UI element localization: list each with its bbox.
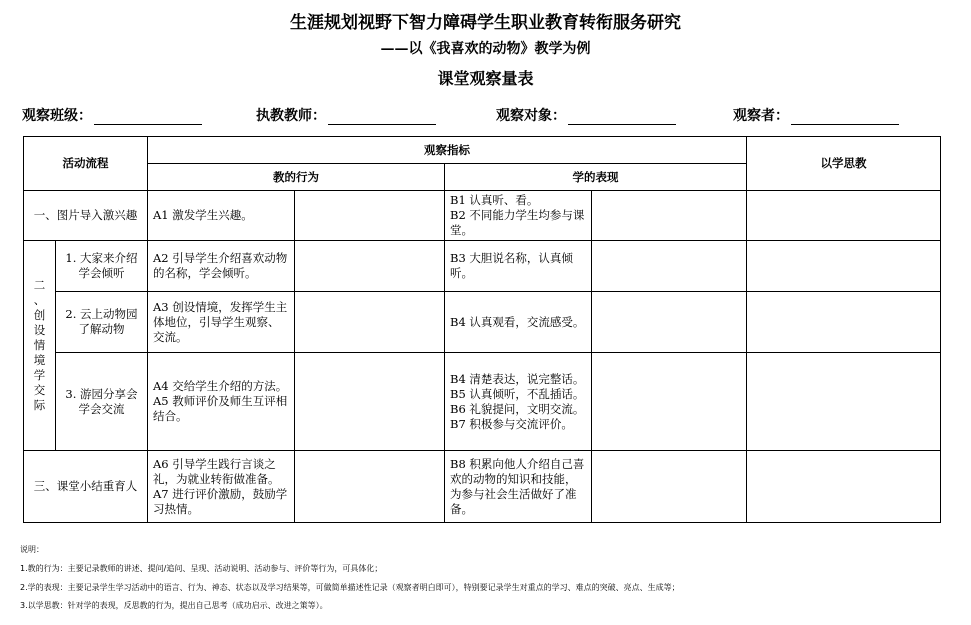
teach-note-cell[interactable] <box>295 241 445 292</box>
learn-note-cell[interactable] <box>592 191 747 241</box>
teacher-field[interactable] <box>328 110 436 125</box>
document-title: 生涯规划视野下智力障碍学生职业教育转衔服务研究 <box>290 13 681 33</box>
class-label: 观察班级： <box>22 108 92 124</box>
notes-heading: 说明： <box>20 545 44 554</box>
header-reflect: 以学思教 <box>747 137 941 191</box>
teach-cell <box>148 292 295 353</box>
teach-note-cell[interactable] <box>295 451 445 523</box>
info-class <box>22 105 202 125</box>
teach-cell <box>148 451 295 523</box>
teacher-label: 执教教师： <box>256 108 326 124</box>
learn-cell <box>445 241 592 292</box>
teach-item: A4 交给学生介绍的方法。 <box>153 379 288 393</box>
note-reflect: 3.以学思教：针对学的表现，反思教的行为，提出自己思考（成功启示、改进之策等）。 <box>20 601 328 610</box>
learn-cell <box>445 451 592 523</box>
observer-field[interactable] <box>791 110 899 125</box>
activity-cell: 1. 大家来介绍学会倾听 <box>56 241 148 292</box>
teach-item: A7 进行评价激励，鼓励学习热情。 <box>153 486 288 516</box>
teach-note-cell[interactable] <box>295 353 445 451</box>
note-learn: 2.学的表现：主要记录学生学习活动中的语言、行为、神态、状态以及学习结果等，可做简单描述性记录（观察者明白即可），特别要记录学生对重点的学习、难点的突破、亮点、生成等； <box>20 583 680 592</box>
learn-item: B8 积累向他人介绍自己喜欢的动物的知识和技能，为参与社会生活做好了准备。 <box>450 456 585 516</box>
learn-item: B1 认真听、看。 <box>450 193 539 207</box>
teach-item: A6 引导学生践行言谈之礼，为就业转衔做准备。 <box>153 456 280 486</box>
target-field[interactable] <box>568 110 676 125</box>
teach-item: A2 引导学生介绍喜欢动物的名称，学会倾听。 <box>153 251 288 280</box>
teach-item: A5 教师评价及师生互评相结合。 <box>153 394 288 423</box>
learn-item: B7 积极参与交流评价。 <box>450 416 573 431</box>
learn-item: B3 大胆说名称，认真倾听。 <box>450 251 573 280</box>
table-row <box>24 241 941 292</box>
activity-cell: 2. 云上动物园了解动物 <box>56 292 148 353</box>
teach-cell <box>148 353 295 451</box>
note-teach: 1.教的行为：主要记录教师的讲述、提问/追问、呈现、活动说明、活动参与、评价等行为，可具体化； <box>20 564 383 573</box>
reflect-cell[interactable] <box>747 353 941 451</box>
learn-note-cell[interactable] <box>592 353 747 451</box>
info-teacher <box>256 105 436 125</box>
table-row <box>24 191 941 241</box>
learn-cell <box>445 191 592 241</box>
learn-item: B5 认真倾听，不乱插话。 <box>450 386 585 401</box>
observer-label: 观察者： <box>733 108 789 124</box>
info-observer <box>733 105 899 125</box>
table-row <box>24 292 941 353</box>
class-field[interactable] <box>94 110 202 125</box>
learn-item: B4 认真观看，交流感受。 <box>450 314 585 329</box>
activity-cell: 一、图片导入激兴趣 <box>24 191 148 241</box>
learn-item: B4 清楚表达，说完整话。 <box>450 371 585 386</box>
learn-cell <box>445 353 592 451</box>
header-teach: 教的行为 <box>148 164 445 191</box>
learn-note-cell[interactable] <box>592 241 747 292</box>
learn-note-cell[interactable] <box>592 292 747 353</box>
header-activity: 活动流程 <box>24 137 148 191</box>
activity-cell: 三、课堂小结重育人 <box>24 451 148 523</box>
reflect-cell[interactable] <box>747 292 941 353</box>
teach-cell <box>148 191 295 241</box>
document-subtitle: ——以《我喜欢的动物》教学为例 <box>380 41 591 57</box>
teach-note-cell[interactable] <box>295 292 445 353</box>
table-row <box>24 451 941 523</box>
reflect-cell[interactable] <box>747 191 941 241</box>
learn-item: B2 不同能力学生均参与课堂。 <box>450 208 585 237</box>
reflect-cell[interactable] <box>747 451 941 523</box>
header-indicator: 观察指标 <box>148 137 747 164</box>
target-label: 观察对象： <box>496 108 566 124</box>
section-two-label: 二 、 创 设 情 境 学 交 际 <box>24 241 56 451</box>
activity-cell: 3. 游园分享会学会交流 <box>56 353 148 451</box>
learn-item: B6 礼貌提问，文明交流。 <box>450 401 585 416</box>
teach-note-cell[interactable] <box>295 191 445 241</box>
teach-item: A3 创设情境，发挥学生主体地位，引导学生观察、交流。 <box>153 299 288 344</box>
observation-table <box>23 136 941 523</box>
teach-item: A1 激发学生兴趣。 <box>153 208 253 222</box>
form-title: 课堂观察量表 <box>437 69 534 88</box>
learn-note-cell[interactable] <box>592 451 747 523</box>
teach-cell <box>148 241 295 292</box>
reflect-cell[interactable] <box>747 241 941 292</box>
learn-cell <box>445 292 592 353</box>
info-target <box>496 105 676 125</box>
table-row <box>24 353 941 451</box>
header-learn: 学的表现 <box>445 164 747 191</box>
